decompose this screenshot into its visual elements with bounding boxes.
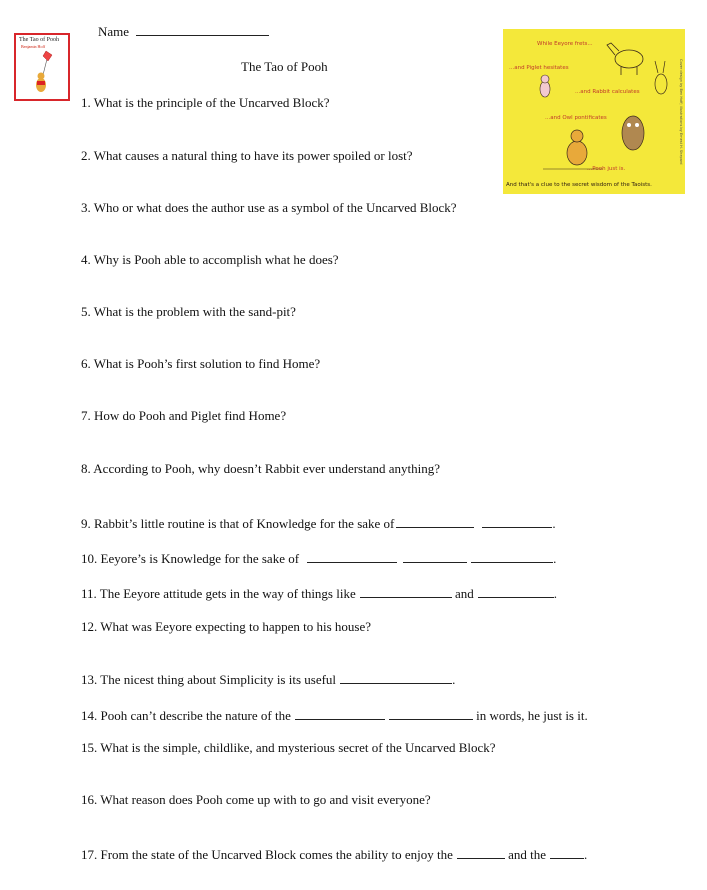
question-1: 1. What is the principle of the Uncarved Block? — [81, 95, 330, 110]
question-14-blank-1[interactable] — [295, 706, 385, 720]
question-17: 17. From the state of the Uncarved Block comes the ability to enjoy the and the . — [81, 847, 588, 862]
question-10: 10. Eeyore’s is Knowledge for the sake of . — [81, 551, 557, 566]
question-9-text: 9. Rabbit’s little routine is that of Knowledge for the sake of — [81, 516, 395, 531]
question-17-text: 17. From the state of the Uncarved Block comes the ability to enjoy the — [81, 847, 453, 862]
question-13: 13. The nicest thing about Simplicity is its useful . — [81, 672, 456, 687]
poster-line-1: While Eeyore frets... — [537, 41, 593, 47]
question-6: 6. What is Pooh’s first solution to find Home? — [81, 356, 321, 371]
poster-side-credit: Cover design by Ben Hoff; illustrations by Ernest H. Shepard — [679, 59, 683, 165]
question-12: 12. What was Eeyore expecting to happen to his house? — [81, 619, 372, 634]
question-17-blank-2[interactable] — [550, 845, 584, 859]
cover-author: Benjamin Hoff — [21, 44, 46, 49]
page-title: The Tao of Pooh — [241, 59, 328, 74]
question-14-blank-2[interactable] — [389, 706, 473, 720]
question-14-text: 14. Pooh can’t describe the nature of the — [81, 708, 291, 723]
question-17-and: and the — [508, 847, 547, 862]
question-11-text: 11. The Eeyore attitude gets in the way of things like — [81, 586, 356, 601]
cover-title: The Tao of Pooh — [19, 37, 59, 43]
pooh-kite-illustration — [16, 35, 68, 99]
question-13-blank[interactable] — [340, 670, 452, 684]
poster-line-4: ...and Owl pontificates — [545, 115, 607, 121]
question-10-blank-2[interactable] — [403, 549, 467, 563]
question-9-blank-1[interactable] — [396, 514, 474, 528]
question-11: 11. The Eeyore attitude gets in the way of things like and . — [81, 586, 558, 601]
question-8: 8. According to Pooh, why doesn’t Rabbit ever understand anything? — [81, 461, 441, 476]
question-13-text: 13. The nicest thing about Simplicity is its useful — [81, 672, 337, 687]
question-17-blank-1[interactable] — [457, 845, 505, 859]
question-2: 2. What causes a natural thing to have its power spoiled or lost? — [81, 148, 413, 163]
question-15: 15. What is the simple, childlike, and mysterious secret of the Uncarved Block? — [81, 740, 496, 755]
question-14 — [81, 706, 588, 724]
name-field — [98, 22, 269, 40]
question-11-blank-1[interactable] — [360, 584, 452, 598]
name-blank[interactable] — [136, 22, 269, 36]
name-label: Name — [98, 24, 130, 39]
question-5: 5. What is the problem with the sand-pit? — [81, 304, 296, 319]
question-11-blank-2[interactable] — [478, 584, 554, 598]
poster-line-2: ...and Piglet hesitates — [509, 65, 569, 71]
question-10-text: 10. Eeyore’s is Knowledge for the sake of — [81, 551, 300, 566]
question-9: 9. Rabbit’s little routine is that of Knowledge for the sake of . — [81, 516, 556, 531]
question-10-blank-3[interactable] — [471, 549, 553, 563]
poster-caption: And that's a clue to the secret wisdom of the Taoists. — [506, 182, 652, 188]
question-10-blank-1[interactable] — [307, 549, 397, 563]
question-11-and: and — [455, 586, 474, 601]
poster-line-3: ...and Rabbit calculates — [575, 89, 640, 95]
question-3: 3. Who or what does the author use as a symbol of the Uncarved Block? — [81, 200, 457, 215]
poster-line-5: ...Pooh just is. — [587, 166, 626, 172]
question-4: 4. Why is Pooh able to accomplish what he does? — [81, 252, 339, 267]
question-7: 7. How do Pooh and Piglet find Home? — [81, 408, 287, 423]
question-14-tail: in words, he just is it. — [476, 708, 588, 723]
question-16: 16. What reason does Pooh come up with to go and visit everyone? — [81, 792, 431, 807]
question-9-blank-2[interactable] — [482, 514, 552, 528]
book-cover-image — [14, 33, 70, 101]
book-back-cover-image — [503, 29, 685, 194]
